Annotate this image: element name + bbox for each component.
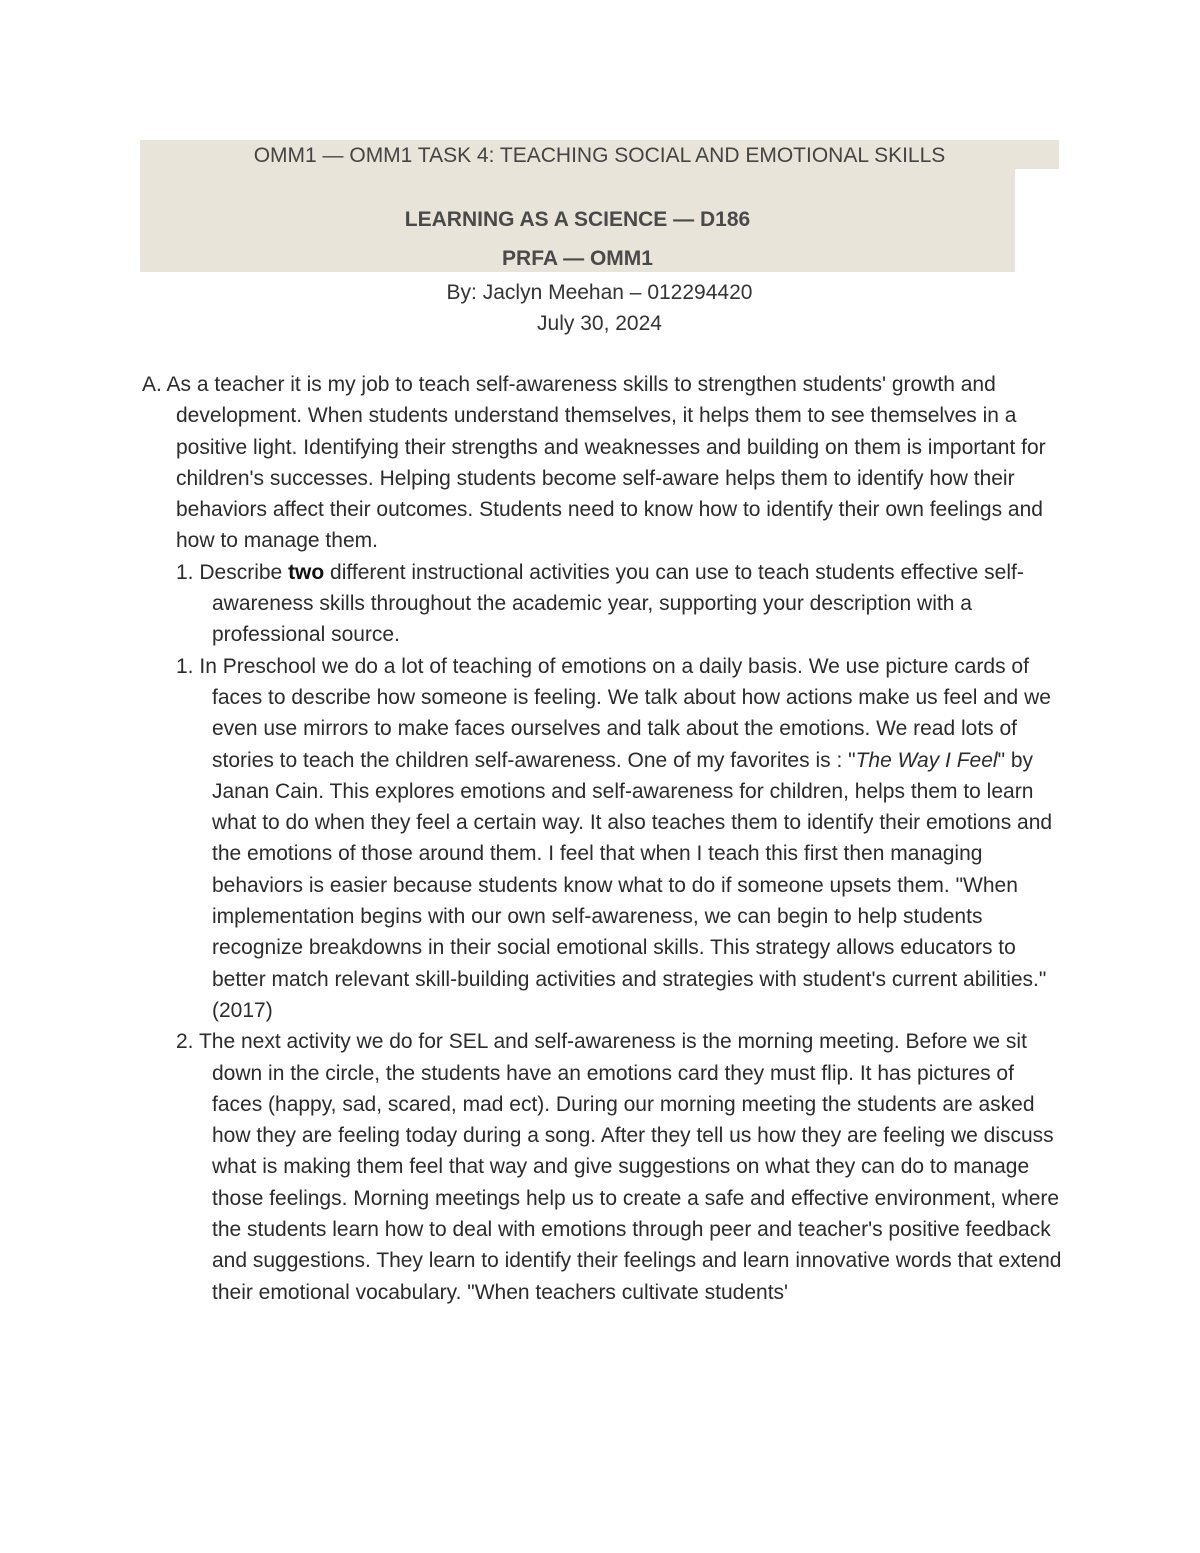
- response-1-text-start: In Preschool we do a lot of teaching of emotions on a daily basis. We use picture cards of faces to describe how someone is feeling. We talk about how actions make us feel and we even use mirrors to make faces ourselves and talk about the emotions. We read lots of stories to teach the children self-awareness. One of my favorites is : ": [199, 654, 1051, 772]
- response-item-2: [142, 1026, 1062, 1308]
- prompt-bold-word: two: [288, 560, 325, 584]
- section-a-text: As a teacher it is my job to teach self-awareness skills to strengthen students' growth and development. When students understand themselves, it helps them to see themselves in a positive light. Identifying their strengths and weaknesses and building on them is important for children's successes. Helping students become self-aware helps them to identify how their behaviors affect their outcomes. Students need to know how to identify their own feelings and how to manage them.: [166, 373, 1046, 553]
- section-a-marker: A.: [142, 373, 162, 396]
- book-title: The Way I Feel: [855, 748, 998, 772]
- course-line: OMM1 — OMM1 TASK 4: TEACHING SOCIAL AND EMOTIONAL SKILLS: [253, 144, 946, 167]
- section-a-paragraph: [142, 369, 1062, 557]
- response-1-text-end: " by Janan Cain. This explores emotions and self-awareness for children, helps them to learn what to do when they feel a certain way. It also teaches them to identify their emotions and the emotions of those around them. I feel that when I teach this first then managing behaviors is easier because students know what to do if someone upsets them. "When implementation begins with our own self-awareness, we can begin to help students recognize breakdowns in their social emotional skills. This strategy allows educators to better match relevant skill-building activities and strategies with student's current abilities." (2017): [212, 748, 1053, 1022]
- prompt-item: [142, 557, 1062, 651]
- date-line: July 30, 2024: [537, 312, 662, 335]
- prompt-text-start: Describe: [199, 560, 289, 584]
- prompt-marker: 1.: [176, 560, 194, 584]
- response-2-marker: 2.: [176, 1030, 194, 1054]
- section-a: [142, 369, 1062, 1308]
- response-2-text: The next activity we do for SEL and self-awareness is the morning meeting. Before we sit down in the circle, the students have an emotions card they must flip. It has pictures of faces (happy, sad, scared, mad ect). During our morning meeting the students are asked how they are feeling today during a song. After they tell us how they are feeling we discuss what is making them feel that way and give suggestions on what they can do to manage those feelings. Morning meetings help us to create a safe and effective environment, where the students learn how to deal with emotions through peer and teacher's positive feedback and suggestions. They learn to identify their feelings and learn innovative words that extend their emotional vocabulary. "When teachers cultivate students': [198, 1030, 1062, 1304]
- response-1-marker: 1.: [176, 654, 194, 678]
- program-line: PRFA — OMM1: [502, 247, 653, 270]
- author-line: By: Jaclyn Meehan – 012294420: [446, 281, 753, 304]
- response-item-1: [142, 651, 1062, 1027]
- prompt-text-end: different instructional activities you can use to teach students effective self-awareness skills throughout the academic year, supporting your description with a professional source.: [212, 560, 1024, 647]
- document-title: LEARNING AS A SCIENCE — D186: [404, 208, 751, 231]
